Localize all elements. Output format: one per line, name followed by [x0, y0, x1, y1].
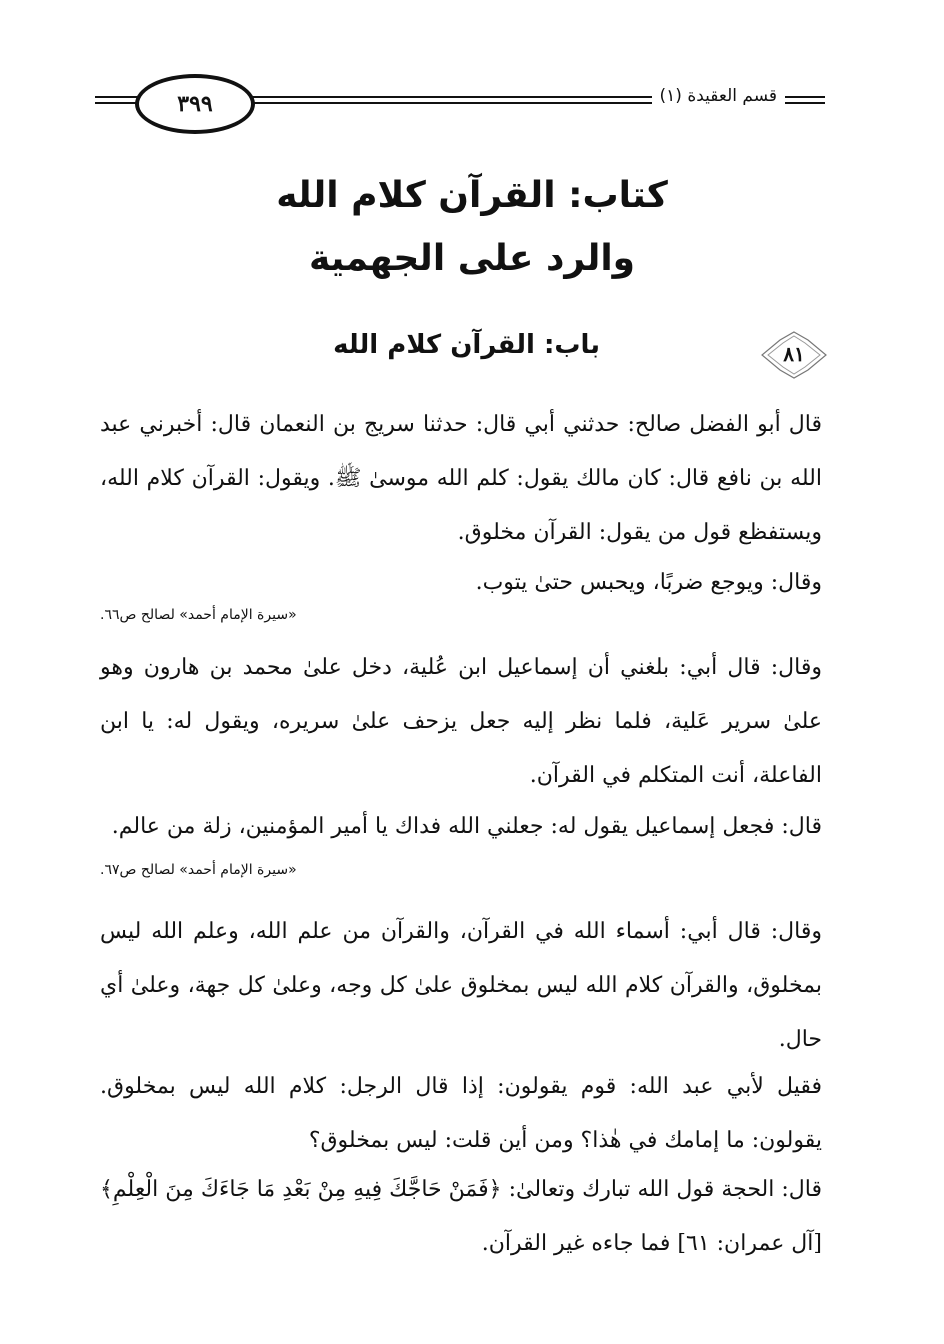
page-header — [95, 68, 825, 128]
book-title-line-2: والرد على الجهمية — [308, 238, 636, 279]
book-title-line-1: كتاب: القرآن كلام الله — [276, 175, 668, 216]
paragraph-5: وقال: قال أبي: أسماء الله في القرآن، والقرآن من علم الله، وعلم الله ليس بمخلوق، والقرآن كلام الله ليس بمخلوق علىٰ كل وجه، وعلىٰ كل جهة، وعلىٰ أي حال. — [100, 919, 822, 1052]
chapter-number-badge — [760, 330, 828, 380]
chapter-number: ٨١ — [783, 342, 805, 366]
header-rule — [95, 102, 139, 104]
header-rule — [95, 96, 139, 98]
section-name: قسم العقيدة (١) — [652, 86, 786, 106]
reference-1: «سيرة الإمام أحمد» لصالح ص٦٦. — [100, 607, 297, 623]
paragraph-3: وقال: قال أبي: بلغني أن إسماعيل ابن عُلية، دخل علىٰ محمد بن هارون وهو علىٰ سرير عَلية، فلما نظر إليه جعل يزحف علىٰ سريره، ويقول له: يا ابن الفاعلة، أنت المتكلم في القرآن. — [100, 655, 822, 788]
paragraph-4: قال: فجعل إسماعيل يقول له: جعلني الله فداك يا أمير المؤمنين، زلة من عالم. — [111, 814, 822, 839]
reference-2: «سيرة الإمام أحمد» لصالح ص٦٧. — [100, 862, 297, 878]
paragraph-1: قال أبو الفضل صالح: حدثني أبي قال: حدثنا سريج بن النعمان قال: أخبرني عبد الله بن نافع قال: كان مالك يقول: كلم الله موسىٰ ﷺ. ويقول: القرآن كلام الله، ويستفظع قول من يقول: القرآن مخلوق. — [100, 412, 822, 545]
paragraph-7: قال: الحجة قول الله تبارك وتعالىٰ: ﴿فَمَنْ حَاجَّكَ فِيهِ مِنْ بَعْدِ مَا جَاءَكَ مِنَ الْعِلْمِ﴾ [آل عمران: ٦١] فما جاءه غير القرآن. — [100, 1177, 822, 1256]
paragraph-6: فقيل لأبي عبد الله: قوم يقولون: إذا قال الرجل: كلام الله ليس بمخلوق. يقولون: ما إمامك في هٰذا؟ ومن أين قلت: ليس بمخلوق؟ — [100, 1074, 822, 1153]
page-number: ٣٩٩ — [135, 74, 255, 134]
chapter-title: باب: القرآن كلام الله — [333, 330, 600, 360]
paragraph-2: وقال: ويوجع ضربًا، ويحبس حتىٰ يتوب. — [475, 570, 822, 595]
